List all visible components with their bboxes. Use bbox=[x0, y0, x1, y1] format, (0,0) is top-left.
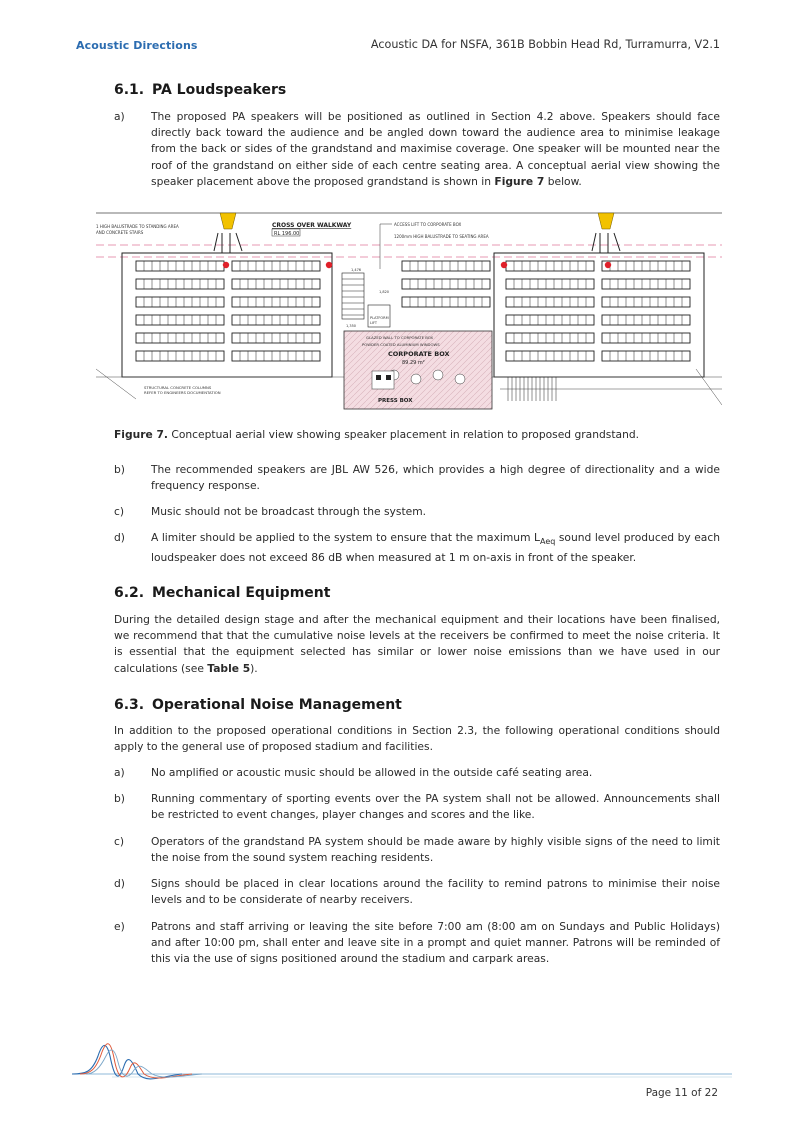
fig-label: 89.29 m² bbox=[402, 360, 425, 366]
list-item bbox=[114, 504, 720, 520]
item-label: b) bbox=[114, 463, 125, 476]
list-item bbox=[114, 834, 720, 866]
item-text: No amplified or acoustic music should be allowed in the outside café seating area. bbox=[151, 766, 593, 779]
section-6-3-heading bbox=[114, 697, 402, 713]
speaker-markers bbox=[223, 262, 611, 268]
speaker-left bbox=[214, 213, 242, 253]
section-title: Mechanical Equipment bbox=[152, 585, 331, 601]
item-label: c) bbox=[114, 505, 125, 518]
fig-label: LIFT bbox=[370, 321, 378, 325]
section-title: PA Loudspeakers bbox=[152, 82, 287, 98]
item-text: Patrons and staff arriving or leaving the site before 7:00 am (8:00 am on Sundays and Public Holidays) and after 10:00 pm, shall enter and leave site in a prompt and quiet manner. Patrons will be reminded of this via the use of signs positioned around the stadium and carpark areas. bbox=[151, 920, 720, 966]
fig-label: 1,820 bbox=[379, 290, 390, 294]
item-label: b) bbox=[114, 792, 125, 805]
footer-wave-logo bbox=[72, 1036, 732, 1088]
paragraph: In addition to the proposed operational conditions in Section 2.3, the following operational conditions should apply to the general use of proposed stadium and facilities. bbox=[114, 724, 720, 754]
list-item bbox=[114, 919, 720, 968]
item-label: a) bbox=[114, 110, 125, 123]
fig-label: PRESS BOX bbox=[378, 398, 413, 404]
section-6-2-heading bbox=[114, 585, 330, 601]
list-item bbox=[114, 765, 720, 781]
item-label: c) bbox=[114, 835, 125, 848]
item-label: e) bbox=[114, 920, 125, 933]
fig-label: POWDER COATED ALUMINIUM WINDOWS bbox=[362, 342, 440, 347]
section-number: 6.2. bbox=[114, 585, 145, 601]
figure-caption: Figure 7. Conceptual aerial view showing speaker placement in relation to proposed grandstand. bbox=[114, 428, 640, 441]
item-text: Signs should be placed in clear locations around the facility to remind patrons to minimise their noise levels and to be considerate of nearby receivers. bbox=[151, 877, 720, 907]
item-text: The proposed PA speakers will be positioned as outlined in Section 4.2 above. Speakers should face directly back toward the audience and be angled down toward the audience area to minimise leakage from the back or sides of the grandstand and maximise coverage. One speaker will be mounted near the roof of the grandstand on either side of each centre seating area. A conceptual aerial view showing the speaker placement above the proposed grandstand is shown in Figure 7 below. bbox=[151, 110, 720, 188]
paragraph: During the detailed design stage and after the mechanical equipment and their locations have been finalised, we recommend that that the cumulative noise levels at the receivers be confirmed to meet the noise criteria. It is essential that the equipment selected has similar or lower noise emissions than we have used in our calculations (see Table 5). bbox=[114, 613, 720, 675]
item-label: a) bbox=[114, 766, 125, 779]
list-item bbox=[114, 462, 720, 494]
fig-label: AND CONCRETE STAIRS bbox=[96, 230, 144, 235]
item-text: Running commentary of sporting events over the PA system shall not be allowed. Announcements shall be restricted to event changes, player changes and scores and the like. bbox=[151, 792, 720, 822]
fig-label: ACCESS LIFT TO CORPORATE BOX bbox=[394, 222, 462, 227]
corporate-box bbox=[344, 331, 492, 409]
item-label: d) bbox=[114, 877, 125, 890]
fig-label: STRUCTURAL CONCRETE COLUMNS bbox=[144, 385, 212, 390]
left-seating-block bbox=[122, 253, 332, 377]
figure-reference: Figure 7 bbox=[494, 174, 545, 188]
item-text: Operators of the grandstand PA system should be made aware by highly visible signs of the need to limit the noise from the sound system reaching residents. bbox=[151, 835, 720, 865]
header-brand: Acoustic Directions bbox=[76, 39, 198, 52]
fig-label: REFER TO ENGINEERS DOCUMENTATION bbox=[144, 390, 221, 395]
fig-label: CROSS OVER WALKWAY bbox=[272, 222, 352, 229]
list-item bbox=[114, 791, 720, 823]
fig-label: 1200mm HIGH BALUSTRADE TO SEATING AREA bbox=[394, 234, 489, 239]
fig-label: CORPORATE BOX bbox=[388, 350, 450, 358]
section-6-1-heading bbox=[114, 82, 286, 98]
item-label: d) bbox=[114, 531, 125, 544]
item-text: Music should not be broadcast through the system. bbox=[151, 505, 427, 518]
list-item bbox=[114, 876, 720, 908]
fig-label: 1 HIGH BALUSTRADE TO STANDING AREA bbox=[96, 224, 179, 229]
header-title: Acoustic DA for NSFA, 361B Bobbin Head Rd, Turramurra, V2.1 bbox=[370, 38, 720, 51]
fig-label: 1,476 bbox=[351, 268, 362, 272]
grandstand-plan-figure bbox=[96, 209, 722, 419]
fig-label: RL 196.00 bbox=[274, 231, 300, 237]
section-title: Operational Noise Management bbox=[152, 697, 402, 713]
fig-label: 1,350 bbox=[346, 324, 357, 328]
item-text: The recommended speakers are JBL AW 526, which provides a high degree of directionality and a wide frequency response. bbox=[151, 463, 720, 493]
fig-label: PLATFORM bbox=[370, 316, 389, 320]
fig-label: GLAZED WALL TO CORPORATE BOX bbox=[366, 335, 434, 340]
section-number: 6.3. bbox=[114, 697, 145, 713]
speaker-right bbox=[592, 213, 620, 253]
section-number: 6.1. bbox=[114, 82, 145, 98]
page-number: Page 11 of 22 bbox=[645, 1087, 718, 1099]
table-reference: Table 5 bbox=[207, 661, 251, 675]
list-item bbox=[114, 530, 720, 567]
item-text: A limiter should be applied to the system to ensure that the maximum $L_{Aeq}$ sound level produced by each loudspeaker does not exceed 86 dB when measured at 1 m on-axis in front of the speaker. bbox=[151, 531, 720, 565]
list-item bbox=[114, 109, 720, 190]
